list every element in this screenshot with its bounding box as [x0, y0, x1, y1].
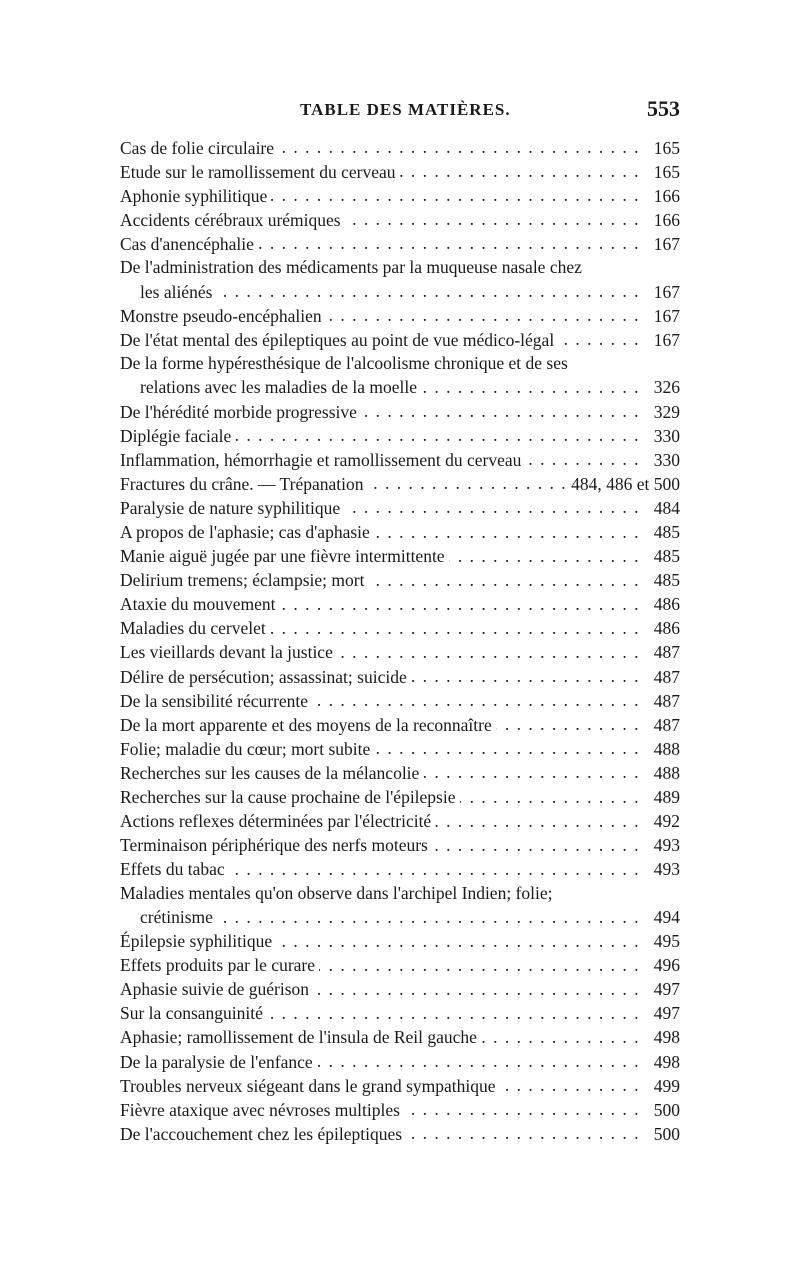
toc-entry-line: [120, 737, 680, 761]
toc-entry-page: 500: [653, 1099, 680, 1120]
toc-entry-page: 498: [653, 1051, 680, 1072]
toc-entry-page: 484: [653, 497, 680, 518]
toc-entry: [120, 472, 680, 496]
toc-entry-text: Folie; maladie du cœur; mort subite: [120, 738, 371, 759]
toc-entry-line: [120, 521, 680, 545]
toc-entry-line: [120, 810, 680, 834]
dot-leader: [421, 376, 640, 394]
toc-entry-line: [120, 1074, 680, 1098]
toc-entry-line: [120, 593, 680, 617]
toc-entry-page: 330: [653, 449, 680, 470]
toc-entry-text: Fièvre ataxique avec névroses multiples: [120, 1099, 400, 1120]
toc-entry-text: Maladies du cervelet: [120, 618, 266, 639]
toc-entry: [120, 448, 680, 472]
dot-leader: [368, 569, 640, 587]
toc-entry-text: De l'état mental des épileptiques au point de vue médico-légal: [120, 329, 555, 350]
toc-entry-text: Fractures du crâne. — Trépanation: [120, 473, 364, 494]
toc-entry: [120, 521, 680, 545]
toc-entry: [120, 761, 680, 785]
toc-entry-page: 165: [653, 137, 680, 158]
toc-entry-page: 495: [653, 931, 680, 952]
toc-entry-line: [120, 1026, 680, 1050]
toc-entry: [120, 665, 680, 689]
dot-leader: [313, 978, 640, 996]
toc-entry-page: 489: [653, 787, 680, 808]
toc-entry-line: [120, 352, 680, 376]
toc-entry: [120, 328, 680, 352]
toc-entry-page: 487: [653, 666, 680, 687]
toc-entry-line: [120, 569, 680, 593]
dot-leader: [400, 160, 640, 178]
toc-entry-text: Terminaison périphérique des nerfs moteurs: [120, 835, 428, 856]
dot-leader: [460, 786, 641, 804]
toc-entry-line: [120, 256, 680, 280]
toc-entry-page: 497: [653, 1003, 680, 1024]
toc-list: [120, 136, 680, 1146]
toc-entry-line: [120, 376, 680, 400]
toc-entry-line: [120, 761, 680, 785]
toc-entry-text: Maladies mentales qu'on observe dans l'archipel Indien; folie;: [120, 882, 553, 903]
dot-leader: [270, 617, 640, 635]
toc-entry-text: Aphonie syphilitique: [120, 185, 268, 206]
toc-entry: [120, 713, 680, 737]
page-title: TABLE DES MATIÈRES.: [300, 100, 511, 119]
toc-entry-line: [120, 665, 680, 689]
toc-entry-text: Actions reflexes déterminées par l'électricité: [120, 811, 432, 832]
toc-entry-page: 167: [653, 305, 680, 326]
toc-entry-text: Délire de persécution; assassinat; suicide: [120, 666, 407, 687]
toc-entry-text: De l'accouchement chez les épileptiques: [120, 1123, 403, 1144]
toc-entry-line: [120, 954, 680, 978]
toc-entry: [120, 1050, 680, 1074]
toc-entry-text: De la paralysie de l'enfance: [120, 1051, 313, 1072]
toc-entry-line: [120, 1002, 680, 1026]
toc-entry: [120, 737, 680, 761]
toc-entry: [120, 1122, 680, 1146]
toc-entry-page: 488: [653, 738, 680, 759]
dot-leader: [423, 761, 640, 779]
toc-entry-line: [120, 304, 680, 328]
toc-entry: [120, 136, 680, 160]
toc-entry-page: 485: [653, 570, 680, 591]
toc-entry-page: 326: [653, 377, 680, 398]
toc-entry-text: Cas de folie circulaire: [120, 137, 275, 158]
toc-entry-text: Delirium tremens; éclampsie; mort: [120, 570, 365, 591]
toc-entry: [120, 184, 680, 208]
dot-leader: [271, 184, 640, 202]
toc-entry-page: 486: [653, 618, 680, 639]
toc-entry-line: [120, 617, 680, 641]
toc-entry-line: [120, 232, 680, 256]
toc-entry-line: [120, 1122, 680, 1146]
dot-leader: [345, 208, 640, 226]
toc-entry-page: 166: [653, 185, 680, 206]
toc-entry-page: 499: [653, 1075, 680, 1096]
toc-entry-page: 486: [653, 594, 680, 615]
dot-leader: [337, 641, 640, 659]
toc-entry-line: [120, 713, 680, 737]
page-number: 553: [647, 96, 680, 121]
toc-entry-text: De la mort apparente et des moyens de la reconnaître: [120, 714, 492, 735]
toc-entry-page: 165: [653, 161, 680, 182]
dot-leader: [361, 400, 640, 418]
dot-leader: [235, 424, 640, 442]
toc-entry-line: [120, 496, 680, 520]
toc-entry-text: Inflammation, hémorrhagie et ramollissement du cerveau: [120, 449, 522, 470]
toc-entry-page: 166: [653, 209, 680, 230]
toc-entry: [120, 858, 680, 882]
dot-leader: [558, 328, 640, 346]
dot-leader: [344, 496, 640, 514]
toc-entry-page: 487: [653, 642, 680, 663]
toc-entry: [120, 978, 680, 1002]
toc-entry: [120, 1074, 680, 1098]
toc-entry-line: [120, 545, 680, 569]
toc-entry-line: [120, 882, 680, 906]
toc-entry-line: [120, 1098, 680, 1122]
toc-entry: [120, 400, 680, 424]
toc-entry-line: [120, 280, 680, 304]
toc-entry-text: Recherches sur les causes de la mélancolie: [120, 762, 420, 783]
toc-entry-line: [120, 328, 680, 352]
toc-entry-text: Ataxie du mouvement: [120, 594, 276, 615]
dot-leader: [217, 906, 640, 924]
toc-entry: [120, 930, 680, 954]
toc-entry: [120, 208, 680, 232]
toc-entry: [120, 689, 680, 713]
dot-leader: [404, 1098, 640, 1116]
toc-entry-page: 500: [653, 1123, 680, 1144]
toc-entry: [120, 641, 680, 665]
dot-leader: [496, 713, 640, 731]
toc-entry-page: 492: [653, 811, 680, 832]
toc-entry-text: Sur la consanguinité: [120, 1003, 263, 1024]
toc-entry-text: De la forme hypéresthésique de l'alcoolisme chronique et de ses: [120, 353, 568, 374]
toc-entry-page: 330: [653, 425, 680, 446]
toc-entry-line: [120, 472, 680, 496]
toc-entry-page: 496: [653, 955, 680, 976]
toc-entry-text: Les vieillards devant la justice: [120, 642, 333, 663]
toc-entry-line: [120, 858, 680, 882]
dot-leader: [374, 737, 640, 755]
toc-entry: [120, 834, 680, 858]
toc-entry-page: 494: [653, 907, 680, 927]
toc-entry-page: 484, 486 et 500: [571, 473, 680, 494]
toc-entry: [120, 1002, 680, 1026]
dot-leader: [317, 1050, 640, 1068]
toc-entry-text: Épilepsie syphilitique: [120, 931, 273, 952]
toc-entry-continuation: relations avec les maladies de la moelle: [140, 377, 417, 398]
toc-entry: [120, 256, 680, 304]
toc-entry-continuation: crétinisme: [140, 907, 213, 927]
dot-leader: [406, 1122, 640, 1140]
toc-entry: [120, 424, 680, 448]
toc-entry-text: Monstre pseudo-encéphalien: [120, 305, 322, 326]
toc-entry-line: [120, 160, 680, 184]
toc-entry-page: 167: [653, 281, 680, 302]
dot-leader: [280, 593, 640, 611]
toc-entry-line: [120, 184, 680, 208]
toc-entry-page: 485: [653, 522, 680, 542]
toc-entry-text: Paralysie de nature syphilitique: [120, 497, 341, 518]
toc-entry-text: A propos de l'aphasie; cas d'aphasie: [120, 522, 370, 542]
toc-entry: [120, 786, 680, 810]
toc-entry: [120, 954, 680, 978]
toc-entry: [120, 593, 680, 617]
toc-entry-line: [120, 786, 680, 810]
toc-entry-page: 497: [653, 979, 680, 1000]
toc-entry-line: [120, 978, 680, 1002]
dot-leader: [267, 1002, 640, 1020]
dot-leader: [367, 472, 567, 490]
toc-entry: [120, 1026, 680, 1050]
toc-entry-line: [120, 400, 680, 424]
toc-entry: [120, 304, 680, 328]
toc-entry-text: Cas d'anencéphalie: [120, 233, 254, 254]
toc-entry-page: 329: [653, 401, 680, 422]
toc-entry: [120, 352, 680, 400]
toc-entry: [120, 232, 680, 256]
toc-entry-line: [120, 1050, 680, 1074]
toc-entry-text: De l'administration des médicaments par la muqueuse nasale chez: [120, 257, 582, 278]
toc-entry: [120, 810, 680, 834]
toc-entry-text: Aphasie; ramollissement de l'insula de Reil gauche: [120, 1027, 477, 1048]
toc-entry-text: Recherches sur la cause prochaine de l'épilepsie: [120, 787, 456, 808]
toc-entry-text: Troubles nerveux siégeant dans le grand sympathique: [120, 1075, 496, 1096]
dot-leader: [449, 545, 640, 563]
dot-leader: [258, 232, 640, 250]
toc-entry-line: [120, 448, 680, 472]
toc-entry-text: De la sensibilité récurrente: [120, 690, 309, 711]
toc-entry: [120, 545, 680, 569]
toc-entry-text: Aphasie suivie de guérison: [120, 979, 310, 1000]
toc-entry-text: Diplégie faciale: [120, 425, 232, 446]
dot-leader: [500, 1074, 640, 1092]
toc-entry-text: Effets du tabac: [120, 859, 225, 880]
toc-entry-page: 487: [653, 714, 680, 735]
toc-entry-line: [120, 906, 680, 930]
dot-leader: [276, 930, 640, 948]
toc-entry-text: Effets produits par le curare: [120, 955, 316, 976]
dot-leader: [525, 448, 640, 466]
toc-entry: [120, 882, 680, 930]
toc-entry-page: 493: [653, 835, 680, 856]
toc-entry-text: Accidents cérébraux urémiques: [120, 209, 341, 230]
toc-entry-page: 167: [653, 329, 680, 350]
toc-entry: [120, 617, 680, 641]
dot-leader: [481, 1026, 640, 1044]
toc-entry-line: [120, 641, 680, 665]
toc-entry-page: 485: [653, 546, 680, 567]
toc-entry-continuation: les aliénés: [140, 281, 213, 302]
dot-leader: [326, 304, 640, 322]
toc-entry-text: Etude sur le ramollissement du cerveau: [120, 161, 396, 182]
toc-entry-page: 488: [653, 762, 680, 783]
toc-entry-page: 498: [653, 1027, 680, 1048]
dot-leader: [319, 954, 640, 972]
dot-leader: [411, 665, 640, 683]
toc-entry-text: Manie aiguë jugée par une fièvre intermittente: [120, 546, 445, 567]
toc-entry-line: [120, 930, 680, 954]
toc-entry-line: [120, 424, 680, 448]
toc-entry-line: [120, 689, 680, 713]
dot-leader: [216, 280, 640, 298]
dot-leader: [374, 521, 640, 539]
toc-entry-page: 167: [653, 233, 680, 254]
dot-leader: [229, 858, 640, 876]
dot-leader: [432, 834, 640, 852]
toc-entry-line: [120, 834, 680, 858]
toc-entry-line: [120, 136, 680, 160]
toc-entry: [120, 496, 680, 520]
toc-entry-page: 493: [653, 859, 680, 880]
dot-leader: [278, 136, 640, 154]
toc-entry-page: 487: [653, 690, 680, 711]
toc-entry-line: [120, 208, 680, 232]
dot-leader: [435, 810, 640, 828]
page-header: [120, 96, 680, 132]
toc-entry: [120, 160, 680, 184]
dot-leader: [312, 689, 640, 707]
toc-entry: [120, 569, 680, 593]
toc-entry: [120, 1098, 680, 1122]
toc-entry-text: De l'hérédité morbide progressive: [120, 401, 357, 422]
